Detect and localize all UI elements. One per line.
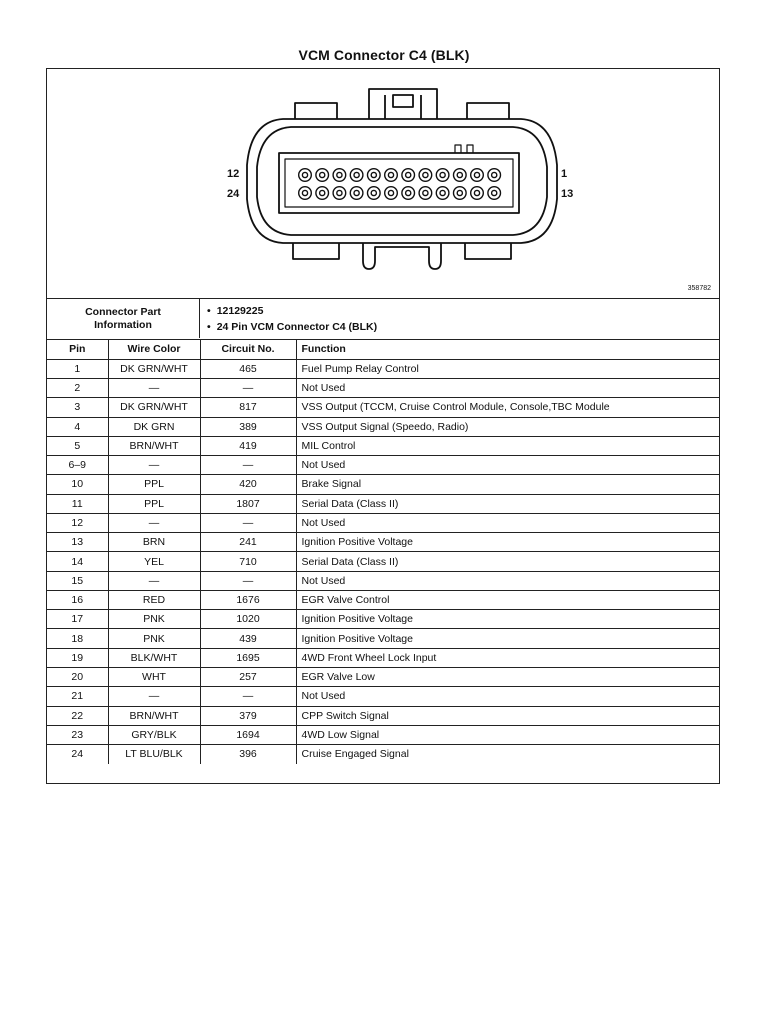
circuit-number: 1020 [200,610,296,629]
connector-part-label-line1: Connector Part [85,305,161,318]
pin-function: Fuel Pump Relay Control [296,359,719,378]
pin-number: 6–9 [47,456,108,475]
pin-function: CPP Switch Signal [296,706,719,725]
header-circuit-no: Circuit No. [200,340,296,359]
connector-description: 24 Pin VCM Connector C4 (BLK) [216,321,378,333]
pin-label-24: 24 [227,188,240,200]
pin-contact [457,190,462,195]
circuit-number: — [200,513,296,532]
table-row [47,610,719,629]
pin-function: Serial Data (Class II) [296,552,719,571]
pin-cavity [368,187,381,200]
connector-part-label [47,299,200,338]
wire-color: PPL [108,494,200,513]
pin-contact [302,190,307,195]
pin-contact [337,172,342,177]
pin-grid [299,169,501,200]
pin-contact [492,190,497,195]
pin-number: 5 [47,436,108,455]
table-row [47,590,719,609]
table-row [47,571,719,590]
pin-number: 13 [47,533,108,552]
circuit-number: 817 [200,398,296,417]
pin-function: Not Used [296,379,719,398]
pin-contact [492,172,497,177]
table-row [47,668,719,687]
pin-number: 24 [47,745,108,764]
pin-contact [388,172,393,177]
pin-cavity [402,187,415,200]
pin-function: Ignition Positive Voltage [296,533,719,552]
circuit-number: 396 [200,745,296,764]
pin-cavity [454,169,467,182]
pin-label-13: 13 [561,188,574,200]
wire-color: PPL [108,475,200,494]
connector-part-label-line2: Information [94,318,152,331]
circuit-number: — [200,571,296,590]
pin-number: 21 [47,687,108,706]
pin-cavity [299,169,312,182]
pin-cavity [471,169,484,182]
pin-cavity [436,169,449,182]
wire-color: LT BLU/BLK [108,745,200,764]
circuit-number: — [200,687,296,706]
pin-cavity [385,169,398,182]
pin-contact [440,190,445,195]
pin-function: Not Used [296,687,719,706]
pin-contact [337,190,342,195]
pin-number: 20 [47,668,108,687]
pin-function: 4WD Front Wheel Lock Input [296,648,719,667]
table-row [47,533,719,552]
table-row [47,513,719,532]
pin-contact [354,172,359,177]
header-wire-color: Wire Color [108,340,200,359]
connector-drawing [47,69,719,297]
pin-cavity [488,169,501,182]
wire-color: BRN [108,533,200,552]
pin-function: VSS Output (TCCM, Cruise Control Module, Console,TBC Module [296,398,719,417]
wire-color: YEL [108,552,200,571]
pin-cavity [333,187,346,200]
pin-function: Brake Signal [296,475,719,494]
table-row [47,725,719,744]
circuit-number: 379 [200,706,296,725]
wire-color: — [108,379,200,398]
pin-contact [354,190,359,195]
wire-color: WHT [108,668,200,687]
pin-contact [388,190,393,195]
wire-color: BLK/WHT [108,648,200,667]
table-row [47,552,719,571]
pin-function: 4WD Low Signal [296,725,719,744]
pin-contact [423,190,428,195]
table-row [47,648,719,667]
pin-cavity [471,187,484,200]
table-row [47,359,719,378]
pin-contact [371,190,376,195]
pin-cavity [350,169,363,182]
bullet-icon: • [207,305,211,317]
connector-part-info [47,299,719,340]
wire-color: RED [108,590,200,609]
pin-table [47,340,719,764]
pin-label-12: 12 [227,168,240,180]
pin-number: 23 [47,725,108,744]
pin-cavity [368,169,381,182]
wire-color: GRY/BLK [108,725,200,744]
pin-cavity [350,187,363,200]
pin-number: 1 [47,359,108,378]
connector-part-bullets [207,303,377,335]
table-row [47,706,719,725]
pin-number: 18 [47,629,108,648]
circuit-number: 420 [200,475,296,494]
pin-number: 10 [47,475,108,494]
wire-color: PNK [108,629,200,648]
circuit-number: 439 [200,629,296,648]
pin-number: 16 [47,590,108,609]
pin-number: 4 [47,417,108,436]
pin-contact [423,172,428,177]
circuit-number: 710 [200,552,296,571]
circuit-number: 257 [200,668,296,687]
pin-cavity [488,187,501,200]
pin-cavity [454,187,467,200]
circuit-number: — [200,379,296,398]
pin-contact [474,172,479,177]
pin-function: Ignition Positive Voltage [296,629,719,648]
wire-color: — [108,513,200,532]
wire-color: PNK [108,610,200,629]
pin-number: 19 [47,648,108,667]
table-row [47,456,719,475]
pin-table-body [47,359,719,764]
connector-document [46,68,720,784]
table-row [47,494,719,513]
pin-contact [474,190,479,195]
pin-function: EGR Valve Low [296,668,719,687]
circuit-number: 465 [200,359,296,378]
header-pin: Pin [47,340,108,359]
pin-number: 3 [47,398,108,417]
pin-function: Serial Data (Class II) [296,494,719,513]
connector-desc-bullet [207,319,377,335]
table-row [47,417,719,436]
table-row [47,629,719,648]
pin-number: 22 [47,706,108,725]
pin-function: Not Used [296,571,719,590]
pin-cavity [419,187,432,200]
table-row [47,379,719,398]
bullet-icon: • [207,321,211,333]
pin-cavity [436,187,449,200]
wire-color: BRN/WHT [108,706,200,725]
pin-table-header [47,340,719,359]
figure-number: 358782 [687,285,711,292]
circuit-number: 419 [200,436,296,455]
pin-contact [320,190,325,195]
wire-color: BRN/WHT [108,436,200,455]
part-number: 12129225 [216,305,264,317]
pin-cavity [419,169,432,182]
circuit-number: 1695 [200,648,296,667]
table-row [47,436,719,455]
pin-cavity [402,169,415,182]
pin-contact [406,190,411,195]
table-row [47,475,719,494]
wire-color: DK GRN/WHT [108,359,200,378]
pin-function: Cruise Engaged Signal [301,748,409,761]
pin-label-1: 1 [561,168,568,180]
pin-cavity [333,169,346,182]
circuit-number: 241 [200,533,296,552]
pin-function: Not Used [296,513,719,532]
table-row [47,398,719,417]
wire-color: — [108,687,200,706]
pin-contact [320,172,325,177]
pin-cavity [316,169,329,182]
pin-contact [371,172,376,177]
pin-cavity [316,187,329,200]
table-row [47,687,719,706]
circuit-number: 389 [200,417,296,436]
pin-function: Ignition Positive Voltage [296,610,719,629]
pin-function: MIL Control [296,436,719,455]
wire-color: — [108,456,200,475]
pin-number: 17 [47,610,108,629]
pin-cavity [385,187,398,200]
pin-function: Not Used [296,456,719,475]
wire-color: DK GRN [108,417,200,436]
pin-contact [440,172,445,177]
pin-contact [406,172,411,177]
pin-number: 14 [47,552,108,571]
pin-number: 11 [47,494,108,513]
pin-cavity [299,187,312,200]
wire-color: DK GRN/WHT [108,398,200,417]
wire-color: — [108,571,200,590]
connector-diagram [47,69,719,299]
page-title: VCM Connector C4 (BLK) [298,47,470,63]
circuit-number: — [200,456,296,475]
pin-contact [302,172,307,177]
pin-function: EGR Valve Control [296,590,719,609]
header-function: Function [296,340,719,359]
circuit-number: 1676 [200,590,296,609]
circuit-number: 1694 [200,725,296,744]
pin-number: 12 [47,513,108,532]
table-row [47,745,719,764]
pin-number: 2 [47,379,108,398]
part-number-bullet [207,303,377,319]
circuit-number: 1807 [200,494,296,513]
pin-number: 15 [47,571,108,590]
pin-contact [457,172,462,177]
pin-function: VSS Output Signal (Speedo, Radio) [296,417,719,436]
